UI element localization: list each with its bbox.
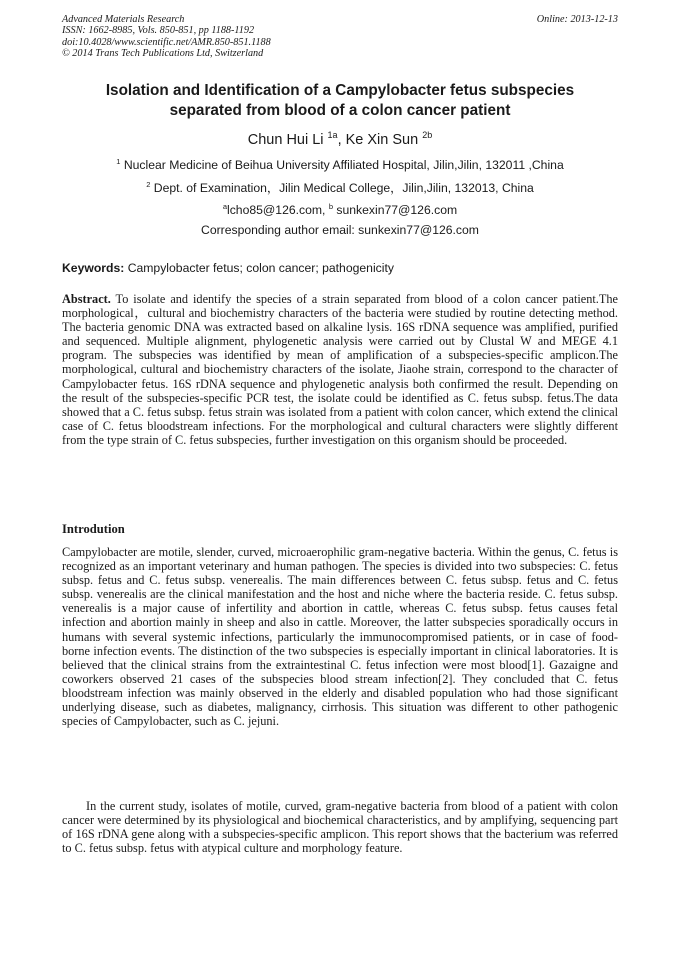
author-emails	[62, 202, 618, 217]
affiliation-1-text: Nuclear Medicine of Beihua University Affiliated Hospital, Jilin,Jilin, 132011 ,China	[120, 158, 564, 172]
affiliation-2-sup: 2	[146, 180, 151, 189]
email-b[interactable]: sunkexin77@126.com	[332, 203, 458, 217]
copyright-line: © 2014 Trans Tech Publications Ltd, Switzerland	[62, 47, 264, 59]
keywords-label: Keywords:	[62, 261, 125, 275]
abstract-text: To isolate and identify the species of a strain separated from blood of a colon cancer patient.The morphological，cultural and biochemistry characters of the bacteria were studied by routine detecting method. The bacteria genomic DNA was extracted based on alkaline lysis. 16S rDNA sequence was amplified, purified and sequenced. Multiple alignment, phylogenetic analysis were carried out by Clustal W and MEGE 4.1 program. The subspecies was identified by mean of amplification of a subspecies-specific amplicon.The morphological, cultural and biochemistry characters of the isolate, Jiaohe strain, correspond to the character of Campylobacter fetus. 16S rDNA sequence and phylogenetic analysis both confirmed the result. Depending on the result of the subspecies-specific PCR test, the isolate could be identified as C. fetus subsp. fetus.The data showed that a C. fetus subsp. fetus strain was isolated from a patient with colon cancer, which extend the clinical case of C. fetus bloodstream infections. For the morphological and cultural characters were slightly different from the type strain of C. fetus subspecies, further investigation on this organism should be proceeded.	[62, 292, 618, 447]
introduction-heading: Introdution	[62, 522, 125, 536]
abstract-paragraph	[62, 292, 618, 447]
author-1-sup: 1a	[327, 130, 338, 140]
affiliation-2	[62, 179, 618, 196]
author-list	[62, 130, 618, 148]
email-b-sup: b	[328, 202, 333, 211]
affiliation-2-text: Dept. of Examination，Jilin Medical College，Jilin,Jilin, 132013, China	[150, 181, 534, 195]
abstract-label: Abstract.	[62, 292, 111, 306]
doi-line[interactable]: doi:10.4028/www.scientific.net/AMR.850-851.1188	[62, 36, 271, 48]
journal-header	[62, 14, 618, 59]
author-2: Ke Xin Sun	[345, 132, 419, 148]
author-separator: ,	[337, 132, 346, 148]
affiliation-1	[62, 157, 618, 172]
online-date: Online: 2013-12-13	[536, 14, 618, 25]
keywords-text: Campylobacter fetus; colon cancer; pathogenicity	[124, 261, 394, 275]
introduction-paragraph-2: In the current study, isolates of motile, curved, gram-negative bacteria from blood of a patient with colon cancer were determined by its physiological and biochemical characteristics, and by amplifying, sequencing part of 16S rDNA gene along with a subspecies-specific amplicon. This report shows that the bacterium was referred to C. fetus subsp. fetus with atypical culture and morphology feature.	[62, 799, 618, 856]
paper-title	[62, 81, 618, 120]
affiliation-1-sup: 1	[116, 157, 121, 166]
introduction-paragraph-1: Campylobacter are motile, slender, curved, microaerophilic gram-negative bacteria. Within the genus, C. fetus is recognized as an important veterinary and human pathogen. The species is divided into two subspecies: C. fetus subsp. fetus and C. fetus subsp. venerealis. The main differences between C. fetus subsp. fetus and C. fetus subsp. venerealis are the clinical manifestation and the host and niche where the bacteria reside. C. fetus subsp. venerealis is a major cause of infertility and abortion in cattle, whereas C. fetus subsp. fetus causes fetal infection and abortion mainly in sheep and also in cattle. Moreover, the latter subspecies sporadically occurs in humans with several systemic infections, particularly the immunocompromised patients, or in case of food-borne infection events. The distinction of the two subspecies is especially important in clinical laboratories. It is believed that the clinical strains from the extraintestinal C. fetus infection were most blood[1]. Gazaigne and coworkers observed 21 cases of the subspecies blood stream infection[2]. They concluded that C. fetus bloodstream infection was mainly observed in the elderly and disabled population who had those significant underlying disease, such as diabetes, malignancy, cirrhosis. This situation was different to other pathogenic species of Campylobacter, such as C. jejuni.	[62, 545, 618, 729]
author-1: Chun Hui Li	[247, 132, 324, 148]
corresponding-author: Corresponding author email: sunkexin77@126.com	[201, 223, 479, 237]
issn-line: ISSN: 1662-8985, Vols. 850-851, pp 1188-1192	[62, 25, 255, 37]
title-line-2: separated from blood of a colon cancer patient	[169, 101, 511, 119]
author-2-sup: 2b	[422, 130, 433, 140]
email-a-sup: a	[222, 202, 227, 211]
title-line-1: Isolation and Identification of a Campylobacter fetus subspecies	[105, 82, 575, 99]
journal-name: Advanced Materials Research	[62, 14, 185, 25]
email-a[interactable]: lcho85@126.com,	[227, 203, 329, 217]
keywords	[62, 261, 618, 275]
